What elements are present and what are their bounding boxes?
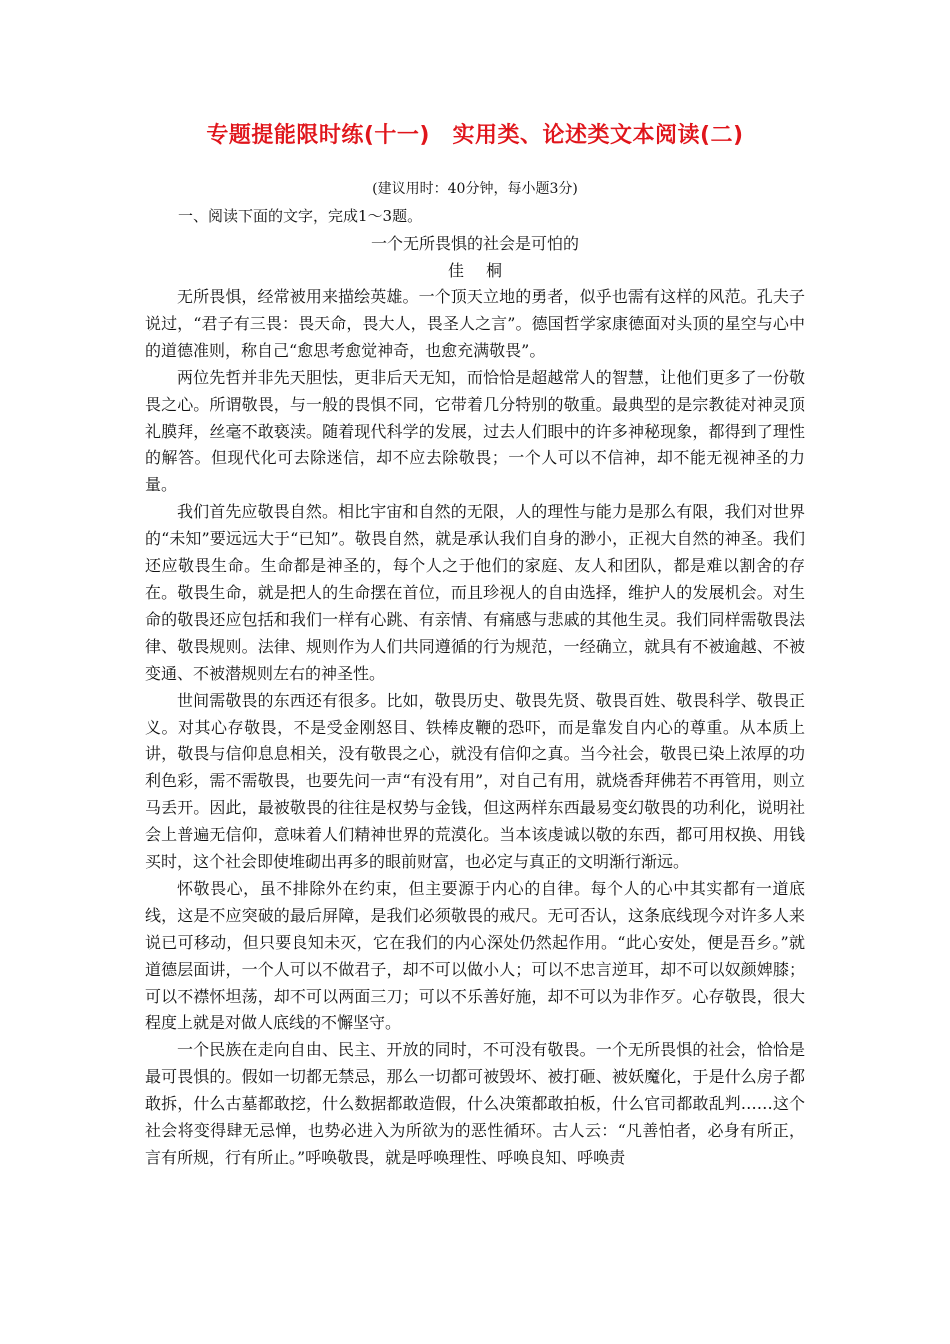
paragraph: 我们首先应敬畏自然。相比宇宙和自然的无限，人的理性与能力是那么有限，我们对世界的“未知”要远远大于“已知”。敬畏自然，就是承认我们自身的渺小，正视大自然的神圣。我们还应敬畏生命。生命都是神圣的，每个人之于他们的家庭、友人和团队，都是难以割舍的存在。敬畏生命，就是把人的生命摆在首位，而且珍视人的自由选择，维护人的发展机会。对生命的敬畏还应包括和我们一样有心跳、有亲情、有痛感与悲戚的其他生灵。我们同样需敬畏法律、敬畏规则。法律、规则作为人们共同遵循的行为规范，一经确立，就具有不被逾越、不被变通、不被潜规则左右的神圣性。 — [145, 502, 805, 683]
author: 佳桐 — [447, 261, 524, 280]
essay-body — [145, 284, 805, 1172]
instruction: 一、阅读下面的文字，完成1～3题。 — [178, 207, 423, 225]
paragraph: 一个民族在走向自由、民主、开放的同时，不可没有敬畏。一个无所畏惧的社会，恰恰是最可畏惧的。假如一切都无禁忌，那么一切都可被毁坏、被打砸、被妖魔化，于是什么房子都敢拆，什么古墓都敢挖，什么数据都敢造假，什么决策都敢拍板，什么官司都敢乱判……这个社会将变得肆无忌惮，也势必进入为所欲为的恶性循环。古人云：“凡善怕者，必身有所正，言有所规，行有所止。”呼唤敬畏，就是呼唤理性、呼唤良知、呼唤责 — [145, 1040, 805, 1167]
main-title: 专题提能限时练(十一) 实用类、论述类文本阅读(二) — [206, 123, 744, 148]
paragraph: 两位先哲并非先天胆怯，更非后天无知，而恰恰是超越常人的智慧，让他们更多了一份敬畏之心。所谓敬畏，与一般的畏惧不同，它带着几分特别的敬重。最典型的是宗教徒对神灵顶礼膜拜，丝毫不敢亵渎。随着现代科学的发展，过去人们眼中的许多神秘现象，都得到了理性的解答。但现代化可去除迷信，却不应去除敬畏；一个人可以不信神，却不能无视神圣的力量。 — [145, 367, 805, 495]
time-hint: (建议用时：40分钟，每小题3分) — [372, 181, 578, 197]
essay-title: 一个无所畏惧的社会是可怕的 — [370, 234, 579, 253]
paragraph: 怀敬畏心，虽不排除外在约束，但主要源于内心的自律。每个人的心中其实都有一道底线，这是不应突破的最后屏障，是我们必须敬畏的戒尺。无可否认，这条底线现今对许多人来说已可移动，但只要良知未灭，它在我们的内心深处仍然起作用。“此心安处，便是吾乡。”就道德层面讲，一个人可以不做君子，却不可以做小人；可以不忠言逆耳，却不可以奴颜婢膝；可以不襟怀坦荡，却不可以两面三刀；可以不乐善好施，却不可以为非作歹。心存敬畏，很大程度上就是对做人底线的不懈坚守。 — [145, 878, 805, 1033]
paragraph: 无所畏惧，经常被用来描绘英雄。一个顶天立地的勇者，似乎也需有这样的风范。孔夫子说过，“君子有三畏：畏天命，畏大人，畏圣人之言”。德国哲学家康德面对头顶的星空与心中的道德准则，称自己“愈思考愈觉神奇，也愈充满敬畏”。 — [145, 287, 805, 360]
paragraph: 世间需敬畏的东西还有很多。比如，敬畏历史、敬畏先贤、敬畏百姓、敬畏科学、敬畏正义。对其心存敬畏，不是受金刚怒目、铁棒皮鞭的恐吓，而是靠发自内心的尊重。从本质上讲，敬畏与信仰息息相关，没有敬畏之心，就没有信仰之真。当今社会，敬畏已染上浓厚的功利色彩，需不需敬畏，也要先问一声“有没有用”，对自己有用，就烧香拜佛若不再管用，则立马丢开。因此，最被敬畏的往往是权势与金钱，但这两样东西最易变幻敬畏的功利化，说明社会上普遍无信仰，意味着人们精神世界的荒漠化。当本该虔诚以敬的东西，都可用权换、用钱买时，这个社会即使堆砌出再多的眼前财富，也必定与真正的文明渐行渐远。 — [145, 690, 805, 872]
